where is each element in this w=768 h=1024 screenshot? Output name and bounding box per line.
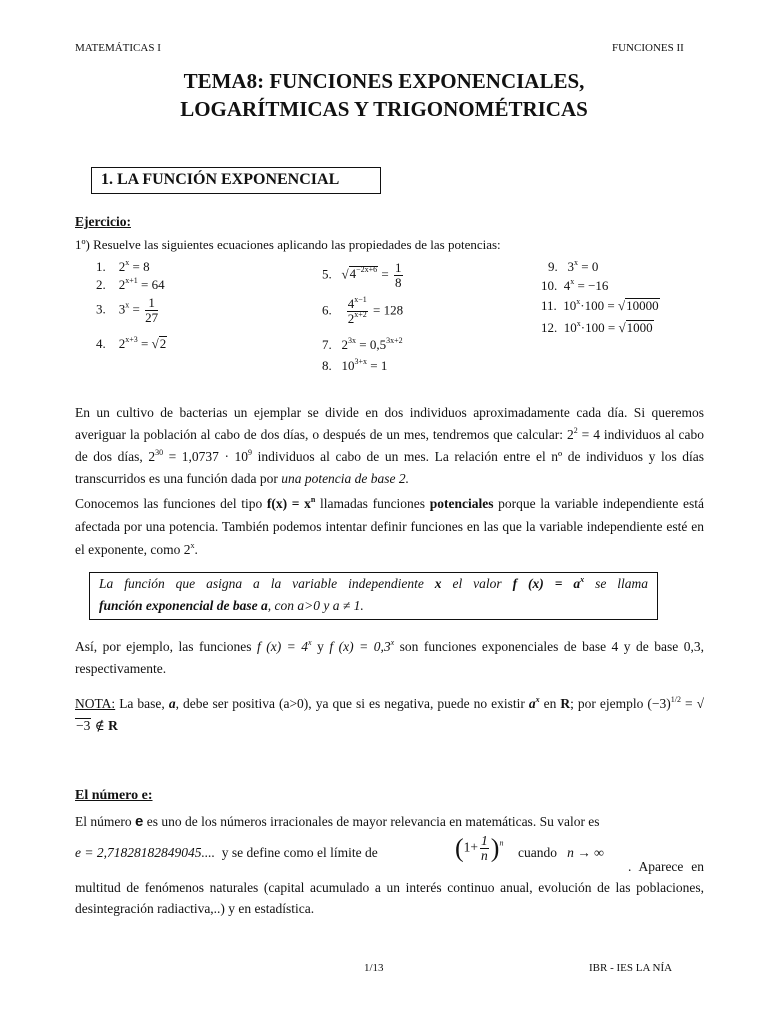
equation-11: 11. $10^x\cdot 100 = √10000$ — [541, 297, 659, 313]
equation-6: 6. $\frac{4^{x-1}}{2^{x+2}}$ = 128 — [322, 295, 404, 326]
paragraph-numero-e-rest: . Aparece en multitud de fenómenos naturales (capital acumulado a un interés continuo anual, evolución de las poblaciones, desintegración radiactiva,..) y en estadística. — [75, 859, 704, 916]
paragraph-numero-e-line1: El número e es uno de los números irracionales de mayor relevancia en matemáticas. Su valor es — [75, 813, 600, 830]
page-title-line1: TEMA8: FUNCIONES EXPONENCIALES, — [183, 69, 585, 93]
footer-right: IBR - IES LA NÍA — [589, 962, 673, 974]
equation-1: 1. 2$^x$ = 8 — [96, 258, 150, 274]
page-title-line2: LOGARÍTMICAS Y TRIGONOMÉTRICAS — [180, 97, 588, 121]
equation-2: 2. $2^{x+1} = 64$ — [96, 276, 165, 292]
section-heading: 1. LA FUNCIÓN EXPONENCIAL — [101, 171, 340, 188]
exercise-intro: 1º) Resuelve las siguientes ecuaciones aplicando las propiedades de las potencias: — [75, 237, 501, 252]
limit-expression: (1+ $\frac{1}{n}$ )$^n$ — [455, 833, 504, 863]
paragraph-examples: Así, por ejemplo, las funciones f $(x) = 4^x$ y f $(x) = 0,3^x$ son funciones exponenciales de base 4 y de base 0,3, respectivamente. — [75, 638, 705, 676]
paragraph-bacteria: En un cultivo de bacterias un ejemplar se divide en dos individuos aproximadamente cada día. Si queremos averiguar la población al cabo de dos días, o después de un mes, tendremos que calcular: $2^2 = 4$ individuos al cabo de dos días, $2^{30} = 1,0737 \cdot 10^9$ individuos al cabo de un mes. La relación entre el nº de individuos y los días transcurridos es una función dada por una potencia de base 2. — [75, 405, 705, 486]
equation-7: 7. $2^{3x} = 0,5^{3x+2}$ — [322, 336, 403, 352]
header-right: FUNCIONES II — [612, 42, 684, 54]
header-left: MATEMÁTICAS I — [75, 42, 161, 54]
equation-9: 9. 3$^x$ = 0 — [548, 258, 599, 274]
exercise-label: Ejercicio: — [75, 214, 131, 229]
paragraph-nota: NOTA: La base, a, debe ser positiva (a>0), ya que si es negativa, puede no existir $a^x$ en R; por ejemplo $(-3)^{1/2} = √-3$ ∉ R — [75, 695, 705, 733]
paragraph-potenciales: Conocemos las funciones del tipo $f(x) = x^n$ llamadas funciones potenciales porque la variable independiente está afectada por una potencia. También podemos intentar definir funciones en las que la variable independiente esté en el exponente, como 2$^x$. — [75, 495, 705, 557]
equation-8: 8. $10^{3+x} = 1$ — [322, 357, 388, 373]
equation-4: 4. $2^{x+3} = √2$ — [96, 335, 167, 351]
page-number: 1/13 — [364, 962, 384, 974]
definition-line1: La función que asigna a la variable independiente x el valor f $(x) = a^x$ se llama — [99, 575, 649, 591]
equation-3: 3. 3$^x$ = $\frac{1}{27}$ — [96, 295, 159, 325]
numero-e-heading: El número e: — [75, 788, 153, 803]
definition-box — [89, 572, 658, 620]
equation-10: 10. 4$^x$ = −16 — [541, 277, 609, 293]
definition-line2: función exponencial de base a, con a>0 y a ≠ 1. — [99, 598, 364, 613]
equation-5: 5. $√4^{-2x+6}$ = $\frac{1}{8}$ — [322, 260, 402, 290]
equation-12: 12. $10^x\cdot 100 = √1000$ — [541, 319, 653, 335]
paragraph-numero-e-line2: e = 2,71828182849045.... y se define como el límite de — [75, 845, 378, 860]
section-heading-box — [91, 167, 381, 194]
paragraph-numero-e-limit: cuando n → ∞ — [518, 845, 604, 860]
